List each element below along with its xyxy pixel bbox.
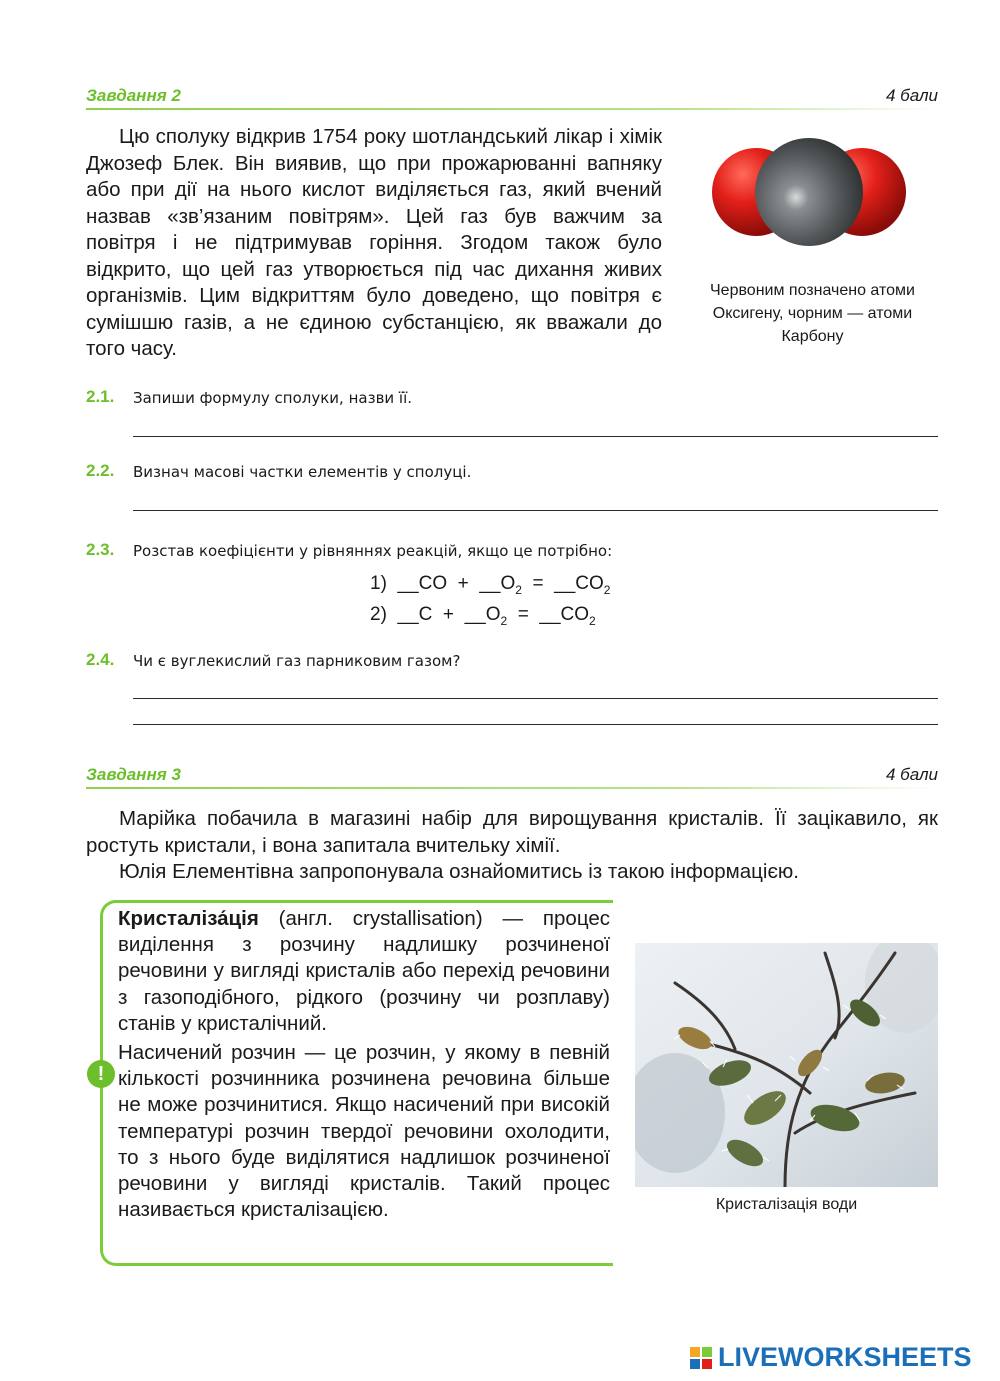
equation-1: 1) __CO + $\_\_O_2$ = $\_\_CO_2$ (370, 573, 611, 597)
task2-intro (86, 124, 662, 363)
task3-intro (86, 806, 938, 886)
task3-rule (86, 787, 938, 789)
q2-4-number: 2.4. (86, 650, 115, 669)
info-box (118, 906, 610, 1226)
eq2-reactant-1: C (418, 604, 433, 625)
frost-crystallization-image (635, 943, 938, 1187)
task3-points: 4 бали (885, 765, 938, 784)
task2-header (86, 86, 938, 110)
task3-header (86, 765, 938, 789)
eq2-number: 2) (370, 604, 387, 625)
eq1-blank-2[interactable]: __ (479, 573, 501, 594)
logo-text: LIVEWORKSHEETS (718, 1342, 972, 1372)
q2-4-answer-line-1[interactable] (133, 698, 938, 699)
task2-rule (86, 108, 938, 110)
eq1-product: CO (575, 573, 604, 594)
task3-para-1: Марійка побачила в магазині набір для вирощування кристалів. Її зацікавило, як ростуть кристали, і вона запитала вчительку хімії. (86, 807, 938, 857)
exclamation-icon: ! (87, 1060, 115, 1088)
q2-3-number: 2.3. (86, 540, 115, 559)
q2-2-text: Визнач масові частки елементів у сполуці. (133, 463, 472, 481)
q2-3-text: Розстав коефіцієнти у рівняннях реакцій, якщо це потрібно: (133, 542, 613, 560)
q2-4-text: Чи є вуглекислий газ парниковим газом? (133, 652, 461, 670)
frost-image-caption: Кристалізація води (715, 1196, 858, 1213)
co2-image-caption: Червоним позначено атоми Оксигену, чорним — атоми Карбону (710, 282, 915, 345)
task3-title: Завдання 3 (86, 765, 181, 784)
eq1-blank-1[interactable]: __ (397, 573, 419, 594)
crystallization-definition (118, 906, 610, 1037)
eq1-reactant-2: O (500, 573, 516, 594)
eq2-blank-1[interactable]: __ (397, 604, 419, 625)
task2-points: 4 бали (885, 86, 938, 105)
task3-para-2: Юлія Елементівна запропонувала ознайомитись із такою інформацією. (119, 860, 800, 883)
eq1-number: 1) (370, 573, 387, 594)
eq2-blank-2[interactable]: __ (464, 604, 486, 625)
eq2-product-sub: 2 (589, 613, 596, 628)
q2-4-answer-line-2[interactable] (133, 724, 938, 725)
q2-2-number: 2.2. (86, 461, 115, 480)
task2-intro-text: Цю сполуку відкрив 1754 року шотландський лікар і хімік Джозеф Блек. Він виявив, що при прожарюванні вапняку або при дії на нього кислот виділяється газ, який вчений назвав «зв’язаним повітрям». Цей газ був важчим за повітря і не підтримував горіння. Згодом також було відкрито, що цей газ утворюється під час дихання живих організмів. Цим відкриттям було доведено, що повітря є сумішшю газів, а не єдиною субстанцією, як вважали до того часу. (86, 125, 662, 360)
saturated-solution-definition: Насичений розчин — це розчин, у якому в певній кількості розчинника розчинена речовина більше не може розчинитися. Якщо насичений при високій температурі розчин твердої речовини охолодити, то з нього буде виділятися надлишок розчиненої речовини у вигляді кристалів. Такий процес називається кристалізацією. (118, 1041, 610, 1222)
eq2-blank-3[interactable]: __ (539, 604, 561, 625)
eq1-reactant-2-sub: 2 (515, 582, 522, 597)
logo-blocks-icon (690, 1347, 714, 1369)
q2-1-text: Запиши формулу сполуки, назви її. (133, 389, 413, 407)
q2-1-number: 2.1. (86, 387, 115, 406)
eq2-product: CO (560, 604, 590, 625)
crystallization-term: Кристаліза́ція (118, 907, 259, 930)
q2-1-answer-line[interactable] (133, 436, 938, 437)
equation-2: 2) __C + $\_\_O_2$ = $\_\_CO_2$ (370, 604, 596, 628)
q2-2-answer-line[interactable] (133, 510, 938, 511)
eq1-reactant-1: CO (418, 573, 448, 594)
eq2-reactant-2-sub: 2 (500, 613, 508, 628)
crystallization-text: (англ. crystallisation) — процес виділення з розчину надлишку розчиненої речовини у вигляді кристалів або перехід речовини з газоподібного, рідкого (розчину чи розплаву) станів у кристалічний. (118, 907, 610, 1035)
co2-molecule-image (712, 134, 908, 254)
eq2-reactant-2: O (485, 604, 501, 625)
task2-title: Завдання 2 (86, 86, 181, 105)
eq1-product-sub: 2 (603, 582, 611, 597)
eq1-blank-3[interactable]: __ (554, 573, 576, 594)
